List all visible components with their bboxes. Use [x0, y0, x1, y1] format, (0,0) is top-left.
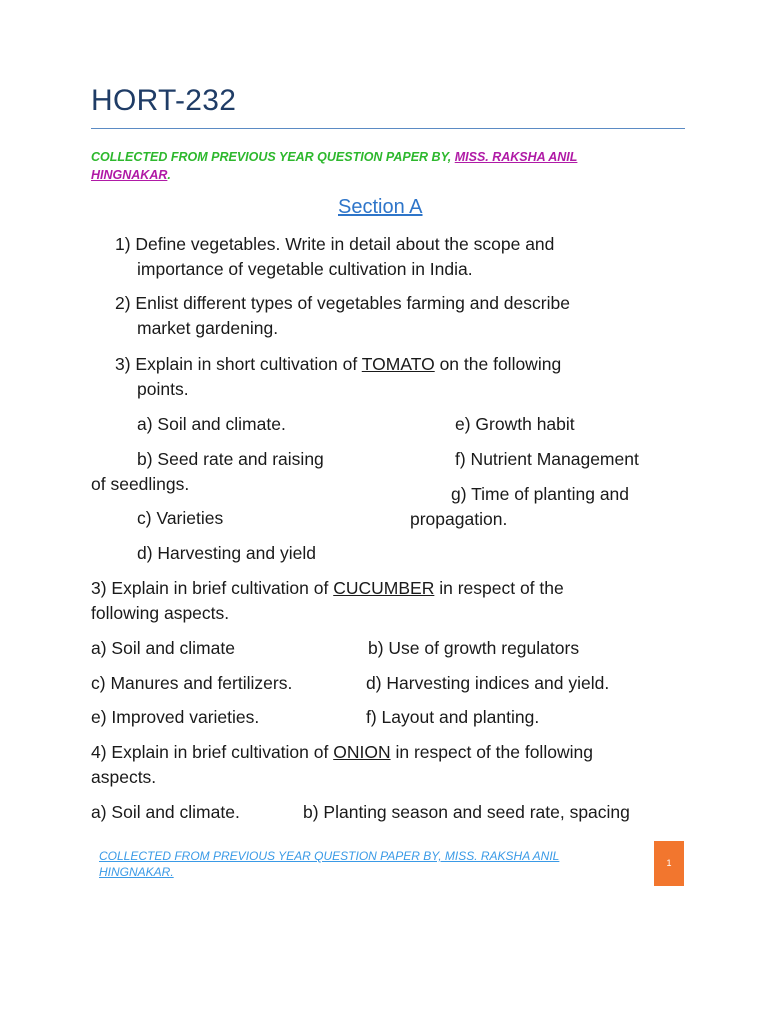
question-4-line-1 — [91, 742, 593, 763]
question-3-option-g-continued: propagation. — [410, 509, 508, 529]
question-3-option-e: e) Growth habit — [455, 414, 575, 434]
footer-credit-link-continued[interactable]: HINGNAKAR. — [99, 865, 174, 879]
question-3-option-d: d) Harvesting and yield — [137, 543, 316, 563]
question-3-option-f: f) Nutrient Management — [455, 449, 639, 469]
question-3b-option-a: a) Soil and climate — [91, 638, 235, 658]
question-2-line-2: market gardening. — [137, 318, 279, 338]
credit-name-continued: HINGNAKAR — [91, 168, 168, 182]
question-3-prefix: 3) Explain in short cultivation of — [115, 354, 362, 374]
question-3-line-1 — [115, 354, 561, 375]
question-3-suffix: on the following — [434, 354, 562, 374]
credit-line-continued — [91, 168, 171, 182]
credit-line — [91, 150, 577, 164]
question-3b-option-c: c) Manures and fertilizers. — [91, 673, 293, 693]
question-3-crop: TOMATO — [361, 354, 435, 374]
question-3-option-a: a) Soil and climate. — [137, 414, 286, 434]
question-3b-prefix: 3) Explain in brief cultivation of — [91, 578, 334, 598]
question-4-prefix: 4) Explain in brief cultivation of — [91, 742, 334, 762]
question-3b-option-e: e) Improved varieties. — [91, 707, 260, 727]
question-3-option-b: b) Seed rate and raising — [137, 449, 324, 469]
question-4-suffix: in respect of the following — [390, 742, 593, 762]
question-2-line-1: 2) Enlist different types of vegetables farming and describe — [115, 293, 570, 313]
footer-credit-link[interactable]: COLLECTED FROM PREVIOUS YEAR QUESTION PAPER BY, MISS. RAKSHA ANIL — [99, 849, 560, 863]
question-1-line-1: 1) Define vegetables. Write in detail about the scope and — [115, 234, 555, 254]
question-3-option-c: c) Varieties — [137, 508, 224, 528]
question-4-option-b: b) Planting season and seed rate, spacing — [303, 802, 630, 822]
credit-prefix: COLLECTED FROM PREVIOUS YEAR QUESTION PAPER BY, — [91, 150, 455, 164]
question-4-line-2: aspects. — [91, 767, 157, 787]
question-3-option-g: g) Time of planting and — [451, 484, 630, 504]
question-3b-option-b: b) Use of growth regulators — [368, 638, 580, 658]
credit-name: MISS. RAKSHA ANIL — [454, 150, 578, 164]
question-4-crop: ONION — [333, 742, 391, 762]
question-4-option-a: a) Soil and climate. — [91, 802, 240, 822]
question-3b-line-1 — [91, 578, 564, 599]
title-underline-rule — [91, 128, 685, 129]
question-3b-line-2: following aspects. — [91, 603, 230, 623]
page-number-badge: 1 — [654, 841, 684, 886]
question-1-line-2: importance of vegetable cultivation in India. — [137, 259, 473, 279]
question-3b-suffix: in respect of the — [434, 578, 564, 598]
question-3b-option-f: f) Layout and planting. — [366, 707, 540, 727]
question-3-line-2: points. — [137, 379, 189, 399]
document-title: HORT-232 — [91, 84, 237, 117]
section-heading: Section A — [338, 196, 423, 218]
question-3b-option-d: d) Harvesting indices and yield. — [366, 673, 610, 693]
question-3b-crop: CUCUMBER — [333, 578, 435, 598]
credit-suffix: . — [167, 168, 171, 182]
question-3-option-b-continued: of seedlings. — [91, 474, 190, 494]
